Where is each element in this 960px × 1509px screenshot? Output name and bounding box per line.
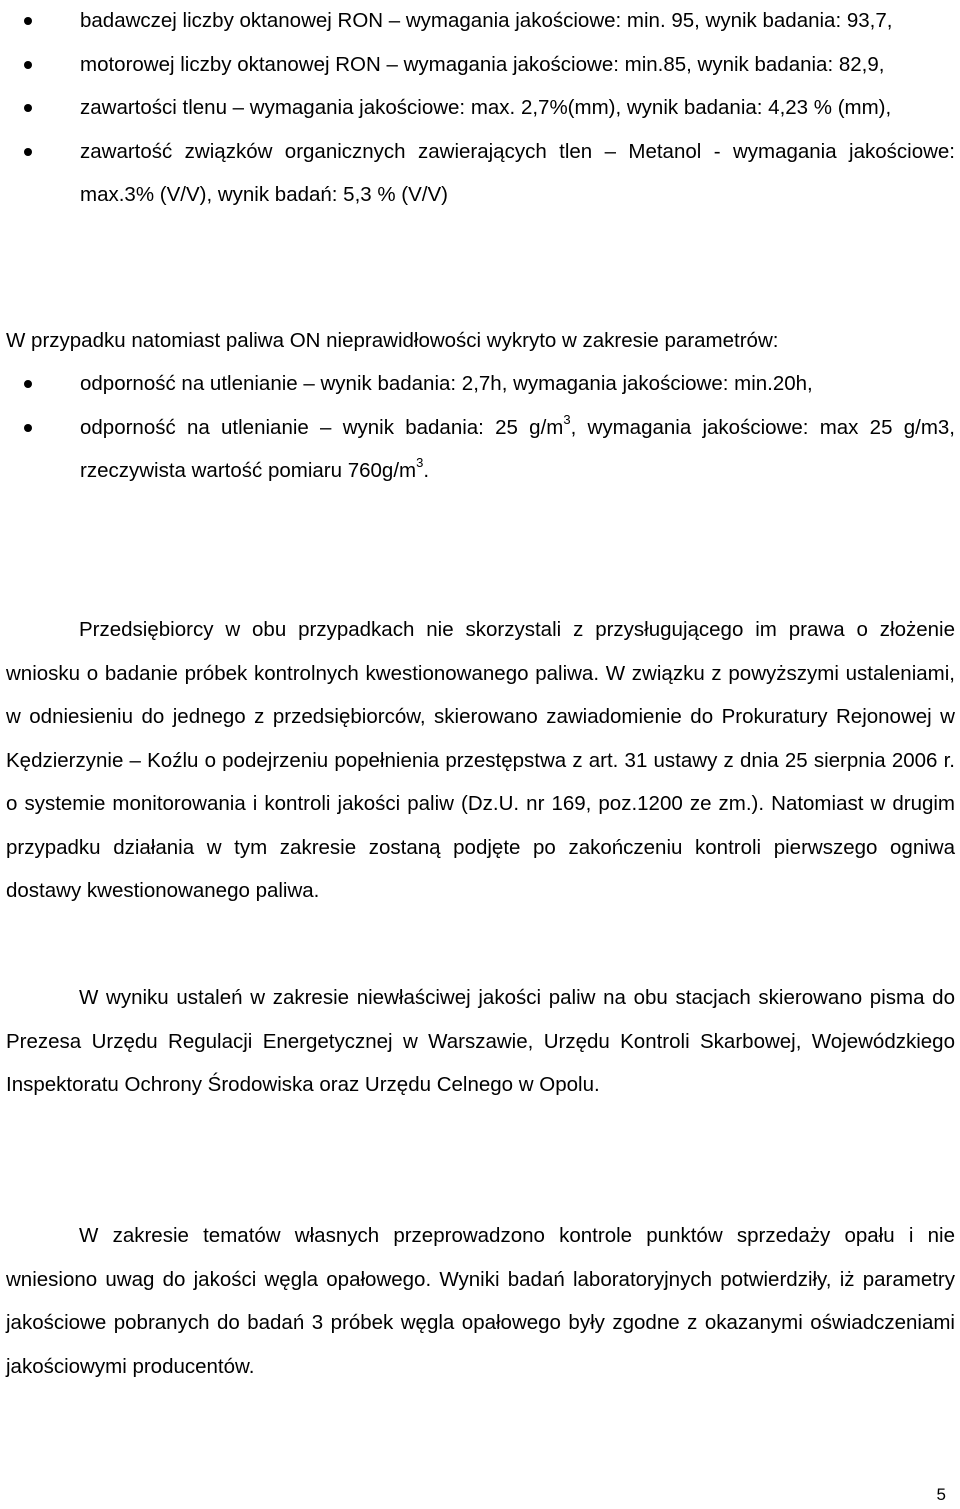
text-segment: , wymagania jakościowe: max 25 g/m3, rzeczywista wartość pomiaru 760g/m [80, 415, 955, 482]
list-item [0, 130, 955, 217]
page-number: 5 [936, 1485, 946, 1504]
text-segment: odporność na utlenianie – wynik badania: 25 g/m [80, 415, 564, 439]
list-item-text [80, 411, 955, 483]
superscript: 3 [416, 455, 424, 470]
list-item [0, 43, 955, 87]
list-item-text: odporność na utlenianie – wynik badania: 2,7h, wymagania jakościowe: min.20h, [80, 372, 813, 395]
list-item [0, 86, 955, 130]
bullet-icon [24, 380, 32, 388]
diesel-intro: W przypadku natomiast paliwa ON nieprawidłowości wykryto w zakresie parametrów: [6, 329, 779, 352]
paragraph-text: W zakresie tematów własnych przeprowadzono kontrole punktów sprzedaży opału i nie wniesiono uwag do jakości węgla opałowego. Wyniki badań laboratoryjnych potwierdziły, iż parametry jakościowe pobranych do badań 3 próbek węgla opałowego były zgodne z okazanymi oświadczeniami jakościowymi producentów. [6, 1224, 955, 1378]
superscript: 3 [563, 411, 571, 427]
list-item-text: zawartość związków organicznych zawierających tlen – Metanol - wymagania jakościowe: max.3% (V/V), wynik badań: 5,3 % (V/V) [80, 139, 955, 206]
bullet-icon [24, 424, 32, 432]
paragraph-coal-inspection [6, 1214, 955, 1388]
diesel-parameters-list [0, 362, 955, 493]
text-segment: . [423, 459, 430, 482]
bullet-icon [24, 17, 32, 25]
list-item-text: zawartości tlenu – wymagania jakościowe: max. 2,7%(mm), wynik badania: 4,23 % (mm), [80, 96, 892, 119]
list-item-text: badawczej liczby oktanowej RON – wymagania jakościowe: min. 95, wynik badania: 93,7, [80, 9, 893, 32]
bullet-icon [24, 61, 32, 69]
paragraph-text: W wyniku ustaleń w zakresie niewłaściwej jakości paliw na obu stacjach skierowano pisma do Prezesa Urzędu Regulacji Energetycznej w Warszawie, Urzędu Kontroli Skarbowej, Wojewódzkiego Inspektoratu Ochrony Środowiska oraz Urzędu Celnego w Opolu. [6, 986, 955, 1096]
paragraph-proceedings [6, 608, 955, 913]
bullet-icon [24, 104, 32, 112]
list-item [0, 0, 955, 43]
paragraph-text: Przedsiębiorcy w obu przypadkach nie skorzystali z przysługującego im prawa o złożenie wniosku o badanie próbek kontrolnych kwestionowanego paliwa. W związku z powyższymi ustaleniami, w odniesieniu do jednego z przedsiębiorców, skierowano zawiadomienie do Prokuratury Rejonowej w Kędzierzynie – Koźlu o podejrzeniu popełnienia przestępstwa z art. 31 ustawy z dnia 25 sierpnia 2006 r. o systemie monitorowania i kontroli jakości paliw (Dz.U. nr 169, poz.1200 ze zm.). Natomiast w drugim przypadku działania w tym zakresie zostaną podjęte po zakończeniu kontroli pierwszego ogniwa dostawy kwestionowanego paliwa. [6, 618, 955, 902]
list-item-text: motorowej liczby oktanowej RON – wymagania jakościowe: min.85, wynik badania: 82,9, [80, 52, 885, 76]
list-item [0, 406, 955, 493]
gasoline-parameters-list [0, 0, 955, 217]
bullet-icon [24, 148, 32, 156]
list-item [0, 362, 955, 406]
paragraph-notifications [6, 976, 955, 1107]
